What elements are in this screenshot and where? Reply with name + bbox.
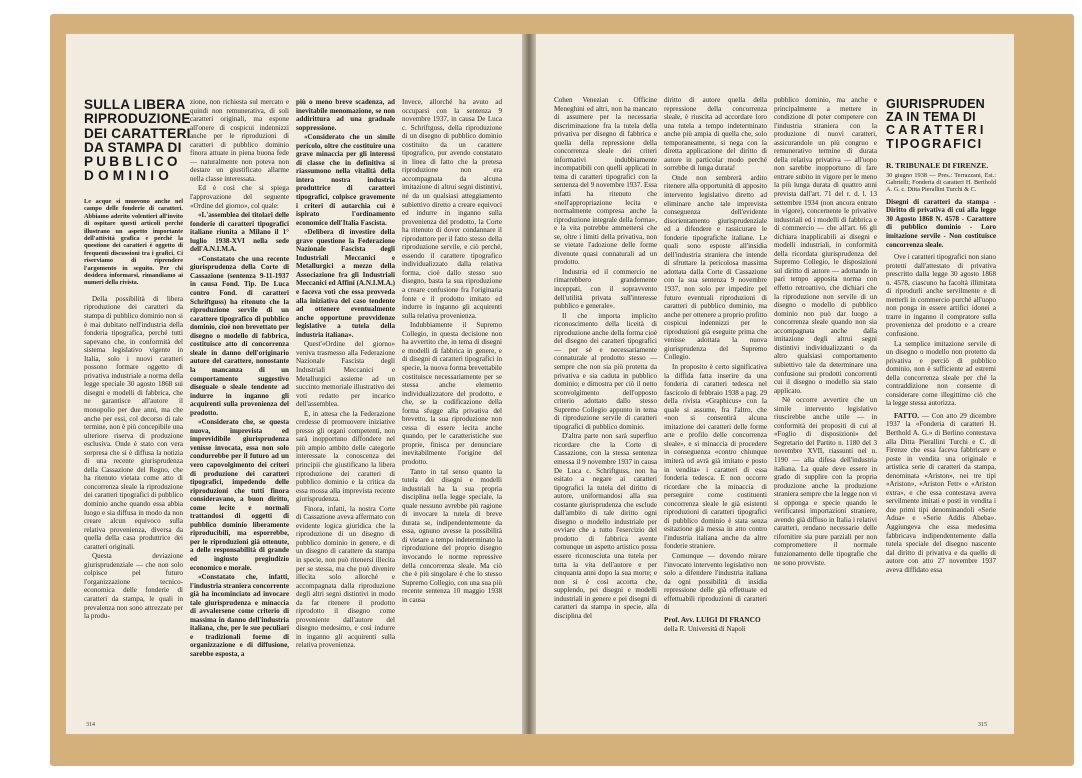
paragraph: «Constatato che una recente giurisprudenza della Corte di Cassazione (sentenza 9-11-1937 in causa Fond. Tip. De Luca contro Fond. di caratteri Schriftguss) ha ritenuto che la riproduzione servile di un carattere tipografico di pubblico dominio, cioè non brevettato per disegno o modello di fabbrica, costituisce atto di concorrenza sleale in danno dell'originario autore del carattere, nonostante la mancanza di un comportamento suggestivo diseguale o sleale tendente ad indurre in inganno gli acquirenti sulla provenienza del prodotto. [190, 254, 289, 417]
paragraph: pubblico dominio, ma anche e principalmente a mettere in condizione di poter competere con l'industria straniera con la produzione di nuovi caratteri, assicurandole un più congruo e remunerativo termine di durata della relativa privativa — all'uopo non sarebbe inopportuno di fare entrare subito in vigore per le meno la più lunga durata di quattro anni prevista dall'art. 71 del r. d. l. 13 settembre 1934 (non ancora entrato in vigore), concernente le privative industriali ed i modelli di fabbrica e di commercio — che all'art. 66 gli dichiara inapplicabili ai disegni e modelli industriali, in conformità della ricordata giurisprudenza del Supremo Collegio, le disposizioni sul diritto di autore — adottando in pari tempo apposita norma con effetto retroattivo, che dichiari che la riproduzione non servile di un disegno o modello di pubblico dominio non può dar luogo a concorrenza sleale quando non sia accompagnata anche dalla imitazione degli altrui segni distintivi individualizzanti o da altro qualsiasi comportamento subiettivo tale da determinare una confusione sui prodotti concorrenti cui il disegno o modello sia stato applicato. [774, 96, 877, 395]
paragraph: «Considerato che un simile pericolo, oltre che costituire una grave minaccia per gli interessi di classe che in definitiva si riassumono nella vitalità della intera nostra industria produttrice di caratteri tipografici, colpisce gravemente i criteri di autarchia cui è ispirato l'ordinamento economico dell'Italia Fascista. [296, 133, 395, 227]
title-line: DOMINIO [84, 168, 174, 184]
editor-note: Le acque si muovono anche nel campo delle fonderie di caratteri. Abbiamo aderito volentieri all'invito di ospitare questi articoli perché illustrano un aspetto importante dell'attività grafica e perché la questione dei caratteri è oggetto di frequenti discussioni tra i grafici. Ci riserviamo di riprendere l'argomento in seguito. Per chi desidera informarsi, rimandiamo ai numeri della rivista. [84, 198, 183, 287]
paragraph: Finora, infatti, la nostra Corte di Cassazione aveva affermato con evidente logica giuridica che la riproduzione di un disegno di pubblico dominio in genere, e di un disegno di carattere da stampa in specie, non può ritenersi illecita per se stessa, ma che può divenire illecita solo allorché e accompagnata dalla riproduzione degli altri segni distintivi in modo da far ritenere il prodotto riprodotto il disegno come proveniente dall'autore del disegno medesimo, e così indurre in inganno gli acquirenti sulla relativa provenienza. [296, 504, 395, 650]
title-line: GIURISPRUDEN [886, 97, 985, 111]
paragraph: D'altra parte non sarà superfluo ricordare che la Corte di Cassazione, con la stessa sentenza emessa il 9 novembre 1937 in causa De Luca c. Schriftguss, non ha esitato a negare ai caratteri tipografici la tutela del diritto di autore, uniformandosi alla sua costante giurisprudenza che esclude dall'ambito di tale diritto ogni disegno o modello industriale per ovviare che a tutto l'esercizio del prodotto di fabbrica avente comunque un aspetto artistico possa essere riconosciuta una tutela per tutta la vita dell'autore e per cinquanta anni dopo la sua morte; e non si è così accorta che, supplendo, pei disegni e modelli industriali in genere e pei disegni di caratteri da stampa in specie, alla disciplina del [554, 432, 657, 620]
fatto-text: — Con atto 29 dicembre 1937 la «Fonderia di caratteri H. Berthold A. G.» di Berlino contestava alla Ditta Pierallini Turchi e C. di Firenze che essa faceva fabbricare e poste in vendita una originale e artistica serie di caratteri da stampa, denominata «Ariston», nei tre tipi «Ariston», «Ariston Fett» e «Ariston extra», e che essa contestava aveva servilmente imitati e posti in vendita i due primi tipi denominandoli «Serie Adua» e «Serie Addis Abeba». Aggiungeva che essa medesima fabbricava indipendentemente dalla tutela speciale del disegno nascente dal diritto di privativa e da quello di autore con atto 27 novembre 1937 aveva diffidato essa [886, 411, 996, 574]
author-affiliation: della R. Università di Napoli [664, 625, 746, 634]
paragraph: Invece, allorché ha avuto ad occuparsi con la sentenza 9 novembre 1937, in causa De Luca c. Schriftguss, della riproduzione di un disegno di pubblico dominio costituito da un carattere tipografico, pur avendo constatato in linea di fatto che la pretesa riproduzione non era accompagnata da alcuna imitazione di altrui segni distintivi, né da un qualsiasi atteggiamento subiettivo diretto a creare equivoci ed indurre in inganno sulla provenienza del prodotto, la Corte ha ritenuto di dover condannare il riproduttore per il fatto stesso della riproduzione servile, e ciò perché, essendo il carattere tipografico individualizzato dalla relativa forma, cioè dallo stesso suo disegno, basta la sua riproduzione a creare confusione fra l'originaria fonte e il prodotto imitato ed indurre in inganno gli acquirenti sulla relativa provenienza. [402, 98, 502, 320]
column-4 [886, 162, 996, 718]
paragraph: «L'assemblea dei titolari delle fonderie di caratteri tipografici italiane riunita a Milano il 1° luglio 1938-XVI nella sede dell'A.N.I.M.A. [190, 211, 289, 254]
paragraph: zione, non richiesta sul mercato e quindi non remunerativa, di soli caratteri originali, ma espone all'onere di cospicui indennizzi anche per le riproduzioni di caratteri di pubblico dominio finora attuate in piena buona fede — naturalmente non poteva non destare un giustificato allarme nella classe interessata. [190, 98, 289, 183]
column-1 [554, 96, 657, 718]
column-2 [190, 98, 289, 718]
title-line: PUBBLICO [84, 154, 181, 170]
title-line: RIPRODUZIONE [84, 111, 191, 127]
paragraph: Quest'«Ordine del giorno» veniva trasmesso alla Federazione Nazionale Fascista degli Industriali Meccanici e Metallurgici assieme ad un succinto memoriale illustrativo dei voti redatto per incarico dell'assemblea. [296, 340, 395, 409]
page-number: 314 [86, 722, 95, 728]
title-line: SULLA LIBERA [84, 97, 186, 112]
paragraph: Indubbiamente il Supremo Collegio, in questa decisione non ha avvertito che, in tema di disegni e modelli di fabbrica in genere, e di disegni di caratteri tipografici in specie, la nuova forma brevettabile costituisce necessariamente per se stessa anche elemento individualizzatore del prodotto, e che, se la codificazione della forma sfugge alla privativa del brevetto, la sua riproduzione non cessa di essere lecita anche quando, per le caratteristiche sue proprie, finisca per denunciare inevitabilmente l'origine del prodotto. [402, 321, 502, 466]
tribunal-line: R. TRIBUNALE DI FIRENZE. [886, 162, 989, 170]
paragraph: Cohen Venezian c. Officine Meneghini ed altri, non ha mancato di assumere per la necessaria discriminazione fra la tutela della privativa per disegno di fabbrica e quella della repressione della concorrenza sleale dei criteri informativi indubbiamente incompatibili con quelli applicati in tema di caratteri tipografici con la sentenza del 9 novembre 1937. Essa infatti ha ritenuto che «nell'appropriazione lecita e normalmente compresa anche la riproduzione integrale della forma», e la vita potrebbe ammettersi che se, oltre i limiti della privativa, non se vietate l'adozione delle forme divenute quasi connaturali ad un prodotto. [554, 96, 657, 267]
title-line: ZA IN TEMA DI [886, 110, 976, 125]
author-name: Prof. Avv. LUIGI DI FRANCO [664, 614, 761, 624]
article-title [84, 98, 191, 184]
column-3 [296, 98, 395, 718]
left-page [66, 34, 522, 734]
paragraph: Nè occorre avvertire che un simile intervento legislativo riuscirebbe anche utile — in conformità dei propositi di cui al «Foglio di disposizioni» del Segretario del Partito n. 1180 del 3 novembre XVII, riassunti nel n. 1190 — alla difesa dell'industria italiana. La quale deve essere in grado di supplire con la propria produzione anche la produzione straniera sempre che la legge non vi si opponga e specie quando le verificatesi importazioni straniere, avendo già diffuso in Italia i relativi caratteri, rendano necessarie delle rifornitire sia pure parziali per non compromettere il normale funzionamento delle tipografie che ne sono provviste. [774, 396, 877, 567]
column-1 [84, 198, 183, 718]
paragraph: E, in attesa che la Federazione credesse di promuovere iniziative presso gli organi competenti, non sarà inopportuno diffondere nel più ampio ambito delle categorie interessate la conoscenza dei principii che giustificano la libera riproduzione dei caratteri di pubblico dominio e la critica da essa mossa alla imprevista recente giurisprudenza. [296, 409, 395, 504]
column-4 [402, 98, 502, 718]
right-page [536, 34, 1014, 734]
paragraph: diritto di autore quella della repressione della concorrenza sleale, è riuscita ad accordare loro una tutela a tempo indeterminato anche più ampia di quella che, solo temporaneamente, si nega con la diretta applicazione del diritto di autore in particolar modo perché sorrebbe di lunga durata! [664, 96, 767, 173]
column-3 [774, 96, 877, 718]
title-line: DA STAMPA DI [84, 139, 182, 155]
book-gutter [522, 34, 536, 734]
paragraph [886, 412, 996, 574]
tribunal-detail: 30 giugno 1938 — Pres.: Terrazzani, Est.: Gabrielli; Fonderia di caratteri H. Berthold A. G. c. Ditta Pierallini Turchi & C. [886, 171, 996, 194]
paragraph: Il che importa implicito riconoscimento della liceità di riproduzione anche della forma cioè del disegno dei caratteri tipografici — per sé e necessariamente connaturale al prodotto stesso — sempre che non sia più protetta da privativa e sia caduta in pubblico dominio; e dimostra per ciò il netto sconvolgimento dell'opposto criterio adottato dallo stesso Supremo Collegio appunto in tema di riproduzione servile di caratteri tipografici di pubblico dominio. [554, 311, 657, 431]
paragraph: Della possibilità di libera riproduzione dei caratteri da stampa di pubblico dominio non si è mai dubitato nell'industria della fonderia tipografica, perché tutti sapevano che, in conformità del sistema legislativo vigente in Italia, solo i nuovi caratteri possono formare oggetto di privativa industriale a norma della legge speciale 30 agosto 1868 sui disegni e modelli di fabbrica, che ne garantisce all'autore il monopolio per due anni, ma che anche per essi, col decorso di tale termine, non è più concepibile una ulteriore riserva di produzione esclusiva. Onde è stato con vera sorpresa che si è diffusa la notizia di una recente giurisprudenza della Cassazione del Regno, che ha ritenuto vietata come atto di concorrenza sleale la riproduzione dei caratteri tipografici di pubblico dominio anche quando essa abbia luogo e sia diffusa in modo da non creare alcun equivoco sulla relativa provenienza, diversa da quella della casa produttrice dei caratteri originali. [84, 294, 183, 551]
paragraph: «Considerato che, se questa nuova, imprevista ed imprevidibile giurisprudenza venisse invocata, essa non solo condurrebbe per il futuro ad un vero capovolgimento dei criteri di produzione dei caratteri tipografici, impedendo delle riproduzioni che tutti finora consideravano, a buon diritto, come lecite e normali trattandosi di oggetti di pubblico dominio liberamente riproducibili, ma esporrebbe, per le riproduzioni già ottenute, a delle responsabilità di grande ed ingiusto pregiudizio economico e morale. [190, 418, 289, 572]
paragraph: «Delibera di investire della grave questione la Federazione Nazionale Fascista degli Industriali Meccanici e Metallurgici a mezzo della Associazione fra gli Industriali Meccanici ed Affini (A.N.I.M.A.) e faceva voti che essa provveda alla iniziativa del caso tendente ad ottenere eventualmente anche opportune provvidenze legislative a tutela della industria italiana». [296, 228, 395, 339]
title-line: CARATTERI [886, 123, 987, 138]
paragraph: Onde non sembrerà ardito ritenere alla opportunità di apposito intervento legislativo diretto ad eliminare anche tale imprevista conseguenza dell'evidente disorientamento giurisprudenziale ed a difendere e rassicurare le fonderie tipografiche italiane. Le quali sono esposte all'insidia dell'industria straniera che intende di sfruttare la pericolosa massima adottata dalla Corte di Cassazione con la sua sentenza 9 novembre 1937, non solo per impedire pel futuro eventuali riproduzioni di caratteri di pubblico dominio, ma anche per ottenere a proprio profitto cospicui indennizzi per le riproduzioni già eseguite prima che venisse adottata la nuova giurisprudenza del Supremo Collegio. [664, 173, 767, 362]
paragraph: Ove i caratteri tipografici non siano protetti dall'attestato di privativa prescritto dalla legge 30 agosto 1868 n. 4578, ciascuno ha facoltà illimitata di riprodurli anche servilmente e di metterli in commercio purché all'uopo non ponga in essere artifici idonei a trarre in inganno il compratore sulla provenienza del prodotto e a creare confusione. [886, 253, 996, 338]
title-line: DEI CARATTERI [84, 125, 191, 141]
paragraph: Tanto in tal senso quanto la tutela dei disegni e modelli industriali ha la sua propria disciplina nella legge speciale, la quale nessuno avrebbe più ragione di invocare la tutela di breve durata se, indipendentemente da essa, ognuno avesse la possibilità di vietare a tempo indeterminato la riproduzione del proprio disegno invocando le norme repressive della concorrenza sleale. Ma ciò che è più singolare è che lo stesso Supremo Collegio, con una sua più recente sentenza 10 maggio 1938 in causa [402, 467, 502, 604]
fatto-label: FATTO. [894, 411, 920, 420]
case-maxims: Disegni di caratteri da stampa - Diritto di privativa di cui alla legge 30 Agosto 1868 N. 4578 - Carattere di pubblico dominio - Loro imitazione servile - Non costituisce concorrenza sleale. [886, 197, 996, 249]
paragraph: Comunque — dovendo mirare l'invocato intervento legislativo non solo a difendere l'industria italiana da ogni possibilità di insidia repressione delle già effettuate ed effettuabili riproduzioni di caratteri di [664, 551, 767, 612]
paragraph: In proposito è certo significativa la diffida fatta inserire da una fonderia di caratteri tedesca nel fascicolo di febbraio 1938 a pag. 29 della rivista «Graphicus» con la quale si assume, fra l'altro, che «non si consentirà alcuna imitazione dei caratteri delle forme arte e profilo delle concorrenza sleale», e si minaccia di procedere in conseguenza «contro chiunque imiterà od avrà già imitato e posto in vendita» i caratteri di essa fonderia tedesca. E non occorre ricordare che la minaccia di perseguire come costituenti concorrenza sleale le già esistenti riproduzioni di caratteri tipografici di pubblico dominio è stata senza esitazione già messa in atto contro l'industria italiana anche da altre fonderie straniere. [664, 362, 767, 551]
page-number: 315 [978, 722, 987, 728]
paragraph: più o meno breve scadenza, ad inevitabile menomazione, se non addirittura ad una graduale soppressione. [296, 98, 395, 132]
column-2 [664, 96, 767, 718]
paragraph: Industria ed il commercio ne rimarrebbero grandemente inceppati, con il sopravvento dell'utilità privata sull'interesse pubblico e generale». [554, 267, 657, 311]
paragraph: La semplice imitazione servile di un disegno o modello non protetto da privativa e perciò di pubblico dominio, non è sufficiente ad estremi della concorrenza sleale per ché la contraddizione non consente di considerare come illegittimo ciò che la legge stessa autorizza. [886, 339, 996, 408]
paragraph: Ed è così che si spiega l'approvazione del seguente «Ordine del giorno», col quale: [190, 184, 289, 210]
title-line: TIPOGRAFICI [886, 136, 983, 151]
paragraph: Questa deviazione giurisprudenziale — che non solo colpisce pel futuro l'organizzazione tecnico-economica delle fonderie di caratteri da stampa, le quali in prevalenza non sono attrezzate per la produ- [84, 552, 183, 621]
case-title [886, 98, 987, 151]
paragraph: «Constatato che, infatti, l'industria straniera concorrente già ha incominciato ad invocare tale giurisprudenza e minaccia di avvalersene come criterio di massima in danno dell'industria italiana, che, per le sue peculiari e tradizionali forme di organizzazione e di diffusione, sarebbe esposta, a [190, 573, 289, 658]
